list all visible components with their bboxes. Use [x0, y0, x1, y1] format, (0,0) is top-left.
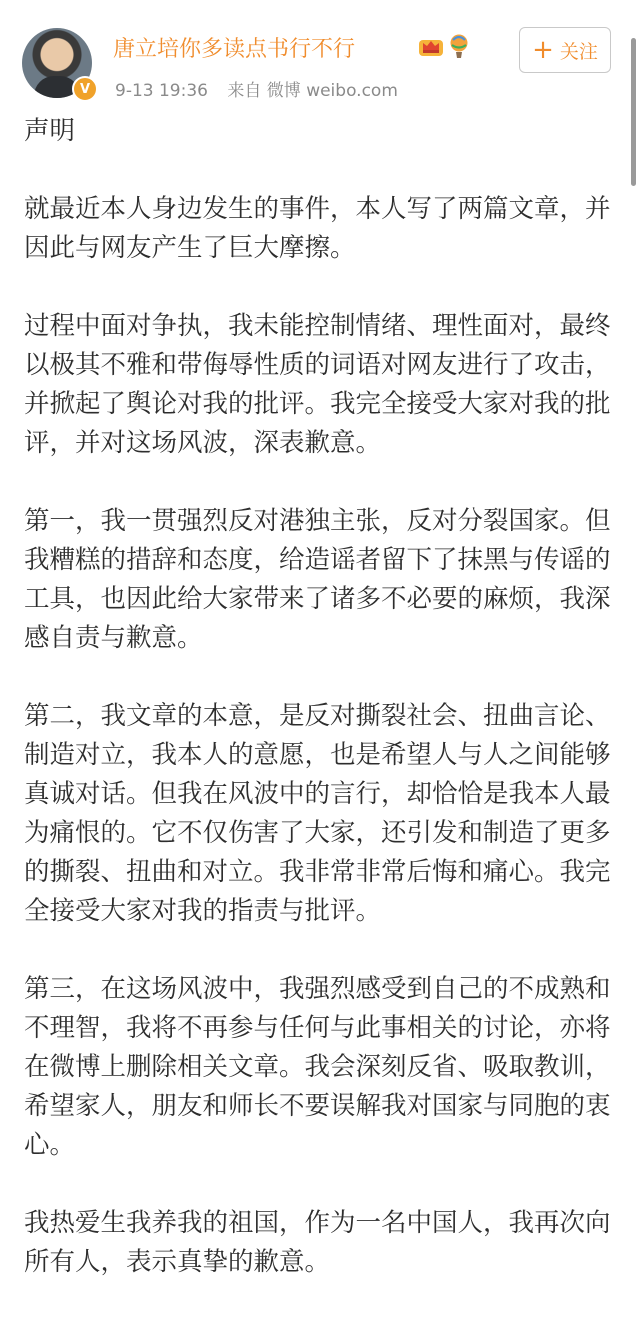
post-time: 9-13 19:36	[115, 81, 208, 101]
post-source[interactable]: 来自 微博 weibo.com	[227, 81, 398, 101]
username[interactable]: 唐立培你多读点书行不行	[113, 37, 356, 62]
paragraph: 第三，在这场风波中，我强烈感受到自己的不成熟和不理智，我将不再参与任何与此事相关的讨论，亦将在微博上删除相关文章。我会深刻反省、吸取教训，希望家人，朋友和师长不要误解我对国家与同胞的衷心。	[24, 974, 611, 1160]
statement-title: 声明	[24, 116, 76, 146]
balloon-icon	[449, 34, 469, 60]
follow-label: 关注	[559, 40, 598, 63]
crown-icon	[418, 35, 444, 57]
post-meta	[115, 76, 412, 101]
paragraph: 就最近本人身边发生的事件，本人写了两篇文章，并因此与网友产生了巨大摩擦。	[24, 194, 611, 263]
plus-icon: +	[532, 35, 554, 65]
post-header	[0, 0, 640, 110]
post-body	[24, 112, 620, 1321]
scrollbar[interactable]	[631, 38, 636, 186]
follow-button[interactable]	[519, 27, 611, 73]
paragraph: 第一，我一贯强烈反对港独主张，反对分裂国家。但我糟糕的措辞和态度，给造谣者留下了抹黑与传谣的工具，也因此给大家带来了诸多不必要的麻烦，我深感自责与歉意。	[24, 506, 611, 653]
verified-badge-icon: V	[72, 76, 98, 102]
paragraph: 过程中面对争执，我未能控制情绪、理性面对，最终以极其不雅和带侮辱性质的词语对网友进行了攻击，并掀起了舆论对我的批评。我完全接受大家对我的批评，并对这场风波，深表歉意。	[24, 311, 611, 458]
paragraph: 我热爱生我养我的祖国，作为一名中国人，我再次向所有人，表示真挚的歉意。	[24, 1208, 611, 1277]
paragraph: 第二，我文章的本意，是反对撕裂社会、扭曲言论、制造对立，我本人的意愿，也是希望人与人之间能够真诚对话。但我在风波中的言行，却恰恰是我本人最为痛恨的。它不仅伤害了大家，还引发和制造了更多的撕裂、扭曲和对立。我非常非常后悔和痛心。我完全接受大家对我的指责与批评。	[24, 701, 611, 926]
